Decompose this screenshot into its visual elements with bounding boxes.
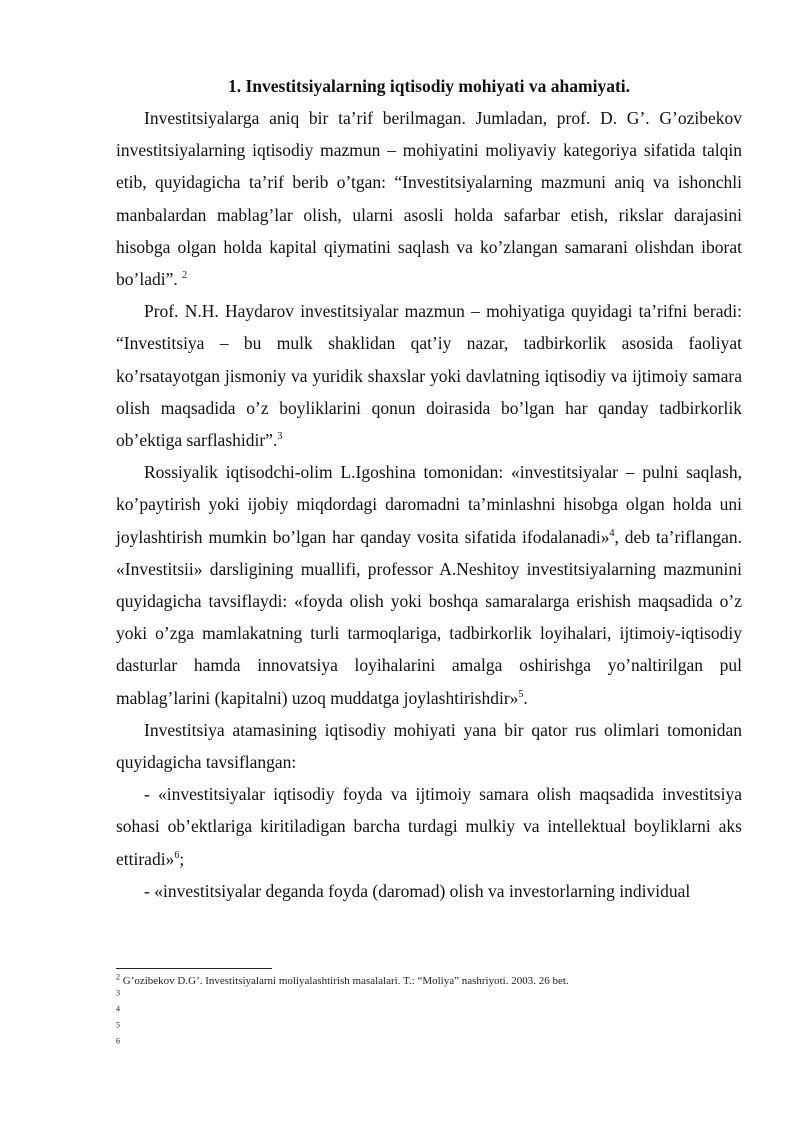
footnote-number: 4	[116, 1004, 120, 1014]
paragraph-text-cont: , deb ta’riflangan. «Investitsii» darsligining muallifi, professor A.Neshitoy investitsiyalarning mazmunini quyidagicha tavsiflaydi: «foyda olish yoki boshqa samaralarga erishish maqsadida o’z yoki o’zga mamlakatning turli tarmoqlariga, tadbirkorlik loyihalari, ijtimoiy-iqtisodiy dasturlar hamda innovatsiya loyihalarini amalga oshirishga yo’naltirilgan pul mablag’larini (kapitalni) uzoq muddatga joylashtirishdir»	[116, 526, 742, 708]
footnote-number: 3	[116, 988, 120, 998]
footnote-ref[interactable]: 3	[277, 431, 283, 443]
paragraph-text: Rossiyalik iqtisodchi-olim L.Igoshina tomonidan: «investitsiyalar – pulni saqlash, ko’paytirish yoki ijobiy miqdordagi daromadni ta’minlashni hisobga olgan holda uni joylashtirish mumkin bo’lgan har qanday vosita sifatida ifodalanadi»	[116, 462, 742, 547]
paragraph-2	[116, 295, 742, 456]
footnote-separator	[116, 968, 272, 969]
paragraph-text-end: ;	[179, 848, 185, 869]
paragraph-text: Investitsiya atamasining iqtisodiy mohiyati yana bir qator rus olimlari tomonidan quyidagicha tavsiflangan:	[116, 719, 742, 773]
paragraph-text: - «investitsiyalar iqtisodiy foyda va ijtimoiy samara olish maqsadida investitsiya sohasi ob’ektlariga kiritiladigan barcha turdagi mulkiy va intellektual boyliklarni aks ettiradi»	[116, 784, 742, 869]
footnotes	[116, 973, 742, 1053]
paragraph-5	[116, 778, 742, 875]
paragraph-6	[116, 875, 742, 907]
footnote-5	[116, 1021, 742, 1037]
footnote-text: G’ozibekov D.G’. Investitsiyalarni moliyalashtirish masalalari. T.: “Moliya” nashriyoti. 2003. 26 bet.	[120, 975, 569, 987]
paragraph-text: - «investitsiyalar deganda foyda (daromad) olish va investorlarning individual	[144, 880, 691, 901]
footnote-ref[interactable]: 5	[518, 688, 524, 700]
paragraph-3	[116, 456, 742, 714]
footnote-3	[116, 989, 742, 1005]
paragraph-1	[116, 102, 742, 295]
footnote-4	[116, 1005, 742, 1021]
paragraph-text: Investitsiyalarga aniq bir ta’rif berilmagan. Jumladan, prof. D. G’. G’ozibekov investitsiyalarning iqtisodiy mazmun – mohiyatini moliyaviy kategoriya sifatida talqin etib, quyidagicha ta’rif berib o’tgan: “Investitsiyalarning mazmuni aniq va ishonchli manbalardan mablag’lar olish, ularni asosli holda safarbar etish, rikslar darajasini hisobga olgan holda kapital qiymatini saqlash va ko’zlangan samarani olishdan iborat bo’ladi”.	[116, 108, 742, 290]
footnote-ref[interactable]: 6	[174, 849, 180, 861]
section-title: 1. Investitsiyalarning iqtisodiy mohiyati va ahamiyati.	[227, 76, 631, 96]
footnote-ref[interactable]: 2	[182, 270, 188, 282]
paragraph-text: Prof. N.H. Haydarov investitsiyalar mazmun – mohiyatiga quyidagi ta’rifni beradi: “Investitsiya – bu mulk shaklidan qat’iy nazar, tadbirkorlik asosida faoliyat ko’rsatayotgan jismoniy va yuridik shaxslar yoki davlatning iqtisodiy va ijtimoiy samara olish maqsadida o’z boyliklarini qonun doirasida bo’lgan har qanday tadbirkorlik ob’ektiga sarflashidir”.	[116, 301, 742, 451]
paragraph-text-end: .	[523, 687, 528, 708]
document-body	[116, 70, 742, 907]
footnote-2	[116, 973, 742, 989]
footnote-number: 5	[116, 1020, 120, 1030]
paragraph-4	[116, 714, 742, 778]
footnote-number: 6	[116, 1036, 120, 1046]
footnote-ref[interactable]: 4	[609, 527, 615, 539]
footnote-number: 2	[116, 972, 120, 982]
footnote-6	[116, 1037, 742, 1053]
